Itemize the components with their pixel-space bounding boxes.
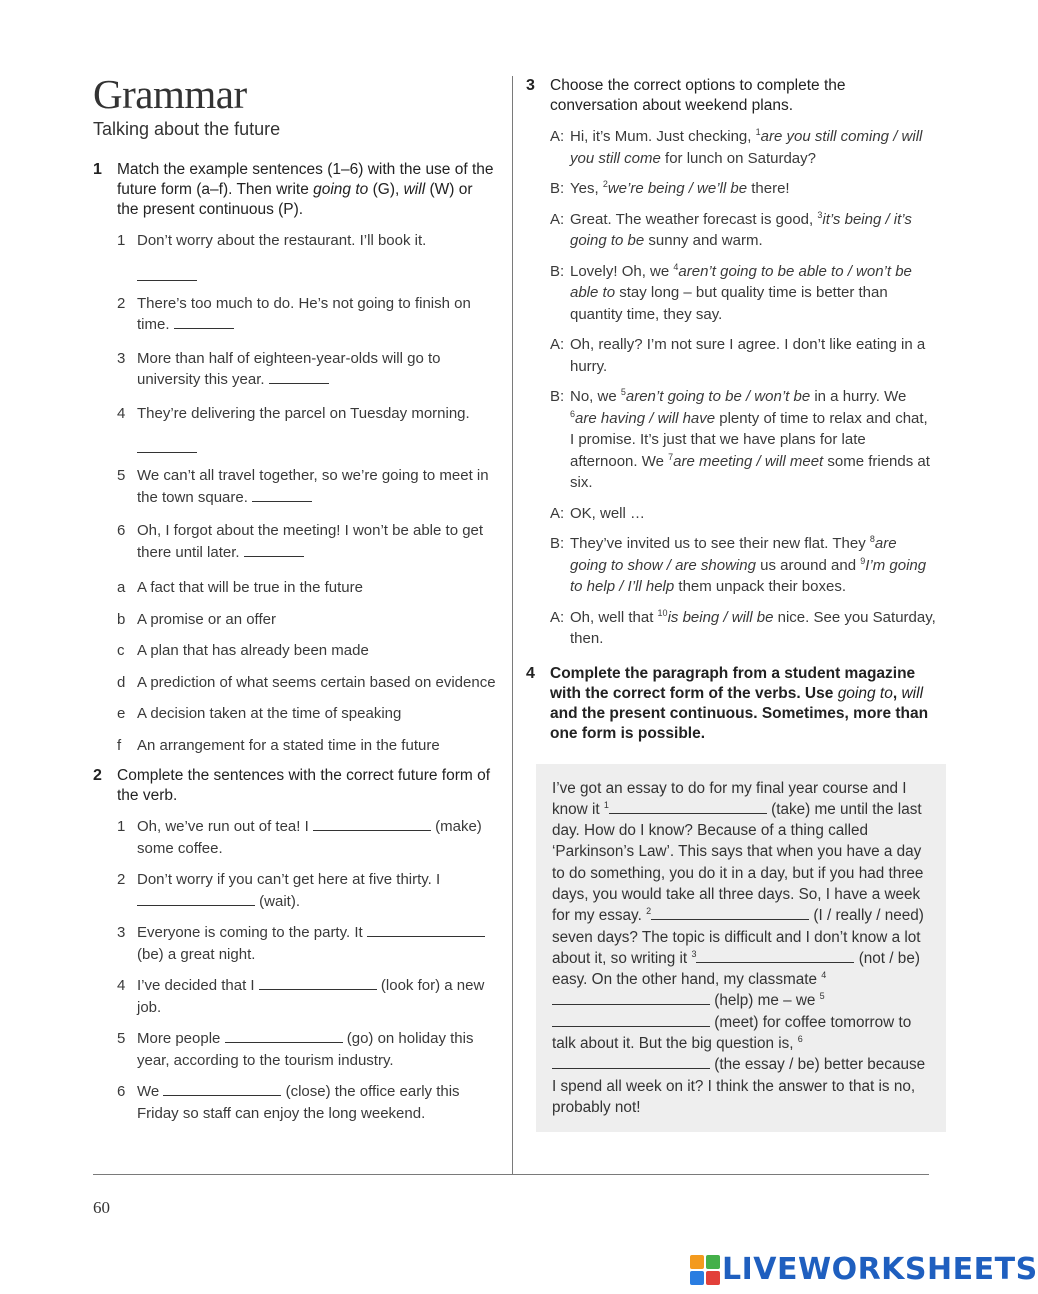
list-item: 5 We can’t all travel together, so we’re going to meet in the town square. xyxy=(117,467,489,506)
answer-blank[interactable] xyxy=(174,314,234,329)
option-choice[interactable]: is being / will be xyxy=(667,608,774,626)
left-column xyxy=(93,70,498,1134)
list-item: 2 There’s too much to do. He’s not going to finish on time. xyxy=(117,294,471,333)
bottom-rule xyxy=(93,1174,929,1175)
answer-blank[interactable] xyxy=(651,905,809,920)
liveworksheets-brand[interactable] xyxy=(690,1252,1038,1287)
dialogue-line: A: Hi, it’s Mum. Just checking, $^1$are you still coming / will you still come for lunch on Saturday? xyxy=(550,127,923,167)
list-item: 2 Don’t worry if you can’t get here at five thirty. I (wait). xyxy=(117,871,441,910)
dialogue-line: B: They’ve invited us to see their new flat. They $^8$are going to show / are showing us around and $^9$I’m going to help / I’ll help them unpack their boxes. xyxy=(550,534,927,595)
answer-blank[interactable] xyxy=(244,542,304,557)
exercise-instructions: Complete the paragraph from a student magazine with the correct form of the verbs. Use going to, will and the present continuous. Sometimes, more than one form is possible. xyxy=(550,664,929,742)
answer-blank[interactable] xyxy=(163,1081,281,1096)
essay-paragraph: I’ve got an essay to do for my final year course and I know it $^1$ (take) me until the last day. How do I know? Because of a thing called ‘Parkinson’s Law’. This says that when you have a day to do something, you do it in a day, but if you had three days, you would take all three days. So, I have a week for my essay. $^2$ (I / really / need) seven days? The topic is difficult and I don’t know a lot about it, so writing it $^3$ (not / be) easy. On the other hand, my classmate $^4$ (help) me – we $^5$ (meet) for coffee tomorrow to talk about it. But the big question is, $^6$ (the essay / be) better because I spend all week on it? I think the answer to that is no, probably not! xyxy=(536,764,946,1133)
exercise-2-sentences xyxy=(93,816,498,1124)
list-item: 6 Oh, I forgot about the meeting! I won’t be able to get there until later. xyxy=(117,522,484,561)
answer-blank[interactable] xyxy=(225,1028,343,1043)
answer-blank[interactable] xyxy=(259,975,377,990)
answer-blank[interactable] xyxy=(252,487,312,502)
option-choice[interactable]: we’re being / we’ll be xyxy=(607,180,748,197)
option-choice[interactable]: aren’t going to be / won’t be xyxy=(625,388,811,405)
exercise-2-heading xyxy=(93,766,498,806)
list-item: 5 More people (go) on holiday this year, according to the tourism industry. xyxy=(117,1030,474,1069)
exercise-number: 4 xyxy=(526,664,535,682)
answer-blank[interactable] xyxy=(269,369,329,384)
page-number: 60 xyxy=(93,1198,110,1217)
answer-blank[interactable] xyxy=(696,948,854,963)
list-item: c A plan that has already been made xyxy=(117,642,369,659)
list-item: f An arrangement for a stated time in the future xyxy=(117,736,440,754)
page-subtitle: Talking about the future xyxy=(93,119,281,139)
list-item: b A promise or an offer xyxy=(117,610,276,628)
answer-blank[interactable] xyxy=(137,266,197,281)
exercise-number: 1 xyxy=(93,161,102,178)
exercise-number: 3 xyxy=(526,77,535,94)
option-choice[interactable]: are you still coming / will you still come xyxy=(570,128,923,167)
liveworksheets-logo-icon xyxy=(690,1255,720,1285)
list-item: 1 Don’t worry about the restaurant. I’ll book it. xyxy=(117,230,498,281)
exercise-1-uses xyxy=(93,577,498,756)
exercise-1-heading xyxy=(93,160,498,220)
exercise-3-heading xyxy=(526,76,936,116)
right-column xyxy=(526,76,936,1132)
answer-blank[interactable] xyxy=(137,891,255,906)
list-item: 1 Oh, we’ve run out of tea! I (make) some coffee. xyxy=(117,818,482,857)
option-choice[interactable]: are having / will have xyxy=(575,409,716,427)
exercise-3 xyxy=(526,76,936,650)
exercise-4-heading xyxy=(526,664,936,744)
list-item: 4 I’ve decided that I (look for) a new job. xyxy=(117,977,485,1016)
dialogue-line: A: OK, well … xyxy=(550,504,646,522)
exercise-1 xyxy=(93,160,498,756)
list-item: e A decision taken at the time of speaking xyxy=(117,705,402,722)
answer-blank[interactable] xyxy=(609,799,767,814)
brand-name: LIVEWORKSHEETS xyxy=(722,1252,1038,1287)
column-divider xyxy=(512,76,513,1174)
exercise-2 xyxy=(93,766,498,1124)
dialogue-line: B: Lovely! Oh, we $^4$aren’t going to be able to / won’t be able to stay long – but quality time is better than quantity time, they say. xyxy=(550,261,912,323)
answer-blank[interactable] xyxy=(313,816,431,831)
answer-blank[interactable] xyxy=(552,1012,710,1027)
option-choice[interactable]: it’s being / it’s going to be xyxy=(570,210,912,249)
list-item: 4 They’re delivering the parcel on Tuesday morning. xyxy=(117,403,498,454)
exercise-instructions: Match the example sentences (1–6) with the use of the future form (a–f). Then write going to (G), will (W) or the present continuous (P). xyxy=(117,161,494,218)
exercise-number: 2 xyxy=(93,767,102,784)
list-item: 6 We (close) the office early this Friday so staff can enjoy the long weekend. xyxy=(117,1083,460,1122)
option-choice[interactable]: aren’t going to be able to / won’t be able to xyxy=(570,262,912,301)
option-choice[interactable]: are going to show / are showing xyxy=(570,535,897,574)
page-title: Grammar xyxy=(93,71,247,117)
answer-blank[interactable] xyxy=(552,990,710,1005)
option-choice[interactable]: are meeting / will meet xyxy=(673,452,824,470)
exercise-4 xyxy=(526,664,936,1133)
list-item: 3 Everyone is coming to the party. It (be) a great night. xyxy=(117,922,498,965)
list-item: d A prediction of what seems certain based on evidence xyxy=(117,673,496,691)
option-choice[interactable]: I’m going to help / I’ll help xyxy=(570,556,927,595)
answer-blank[interactable] xyxy=(137,438,197,453)
answer-blank[interactable] xyxy=(367,922,485,937)
exercise-1-sentences xyxy=(93,230,498,563)
list-item: 3 More than half of eighteen-year-olds will go to university this year. xyxy=(117,349,441,388)
exercise-instructions: Choose the correct options to complete the conversation about weekend plans. xyxy=(550,77,846,114)
answer-blank[interactable] xyxy=(552,1054,710,1069)
list-item: a A fact that will be true in the future xyxy=(117,579,363,596)
exercise-instructions: Complete the sentences with the correct future form of the verb. xyxy=(117,767,491,804)
dialogue-line: A: Oh, well that $^{10}$is being / will be nice. See you Saturday, then. xyxy=(550,607,936,647)
dialogue-line: B: No, we $^5$aren’t going to be / won’t be in a hurry. We $^6$are having / will have plenty of time to relax and chat, I promise. It’s just that we have plans for late afternoon. We $^7$are meeting / will meet some friends at six. xyxy=(550,387,930,491)
dialogue-line: A: Great. The weather forecast is good, $^3$it’s being / it’s going to be sunny and warm. xyxy=(550,209,912,249)
dialogue-line: A: Oh, really? I’m not sure I agree. I don’t like eating in a hurry. xyxy=(550,336,926,375)
dialogue-line: B: Yes, $^2$we’re being / we’ll be there! xyxy=(550,179,790,197)
